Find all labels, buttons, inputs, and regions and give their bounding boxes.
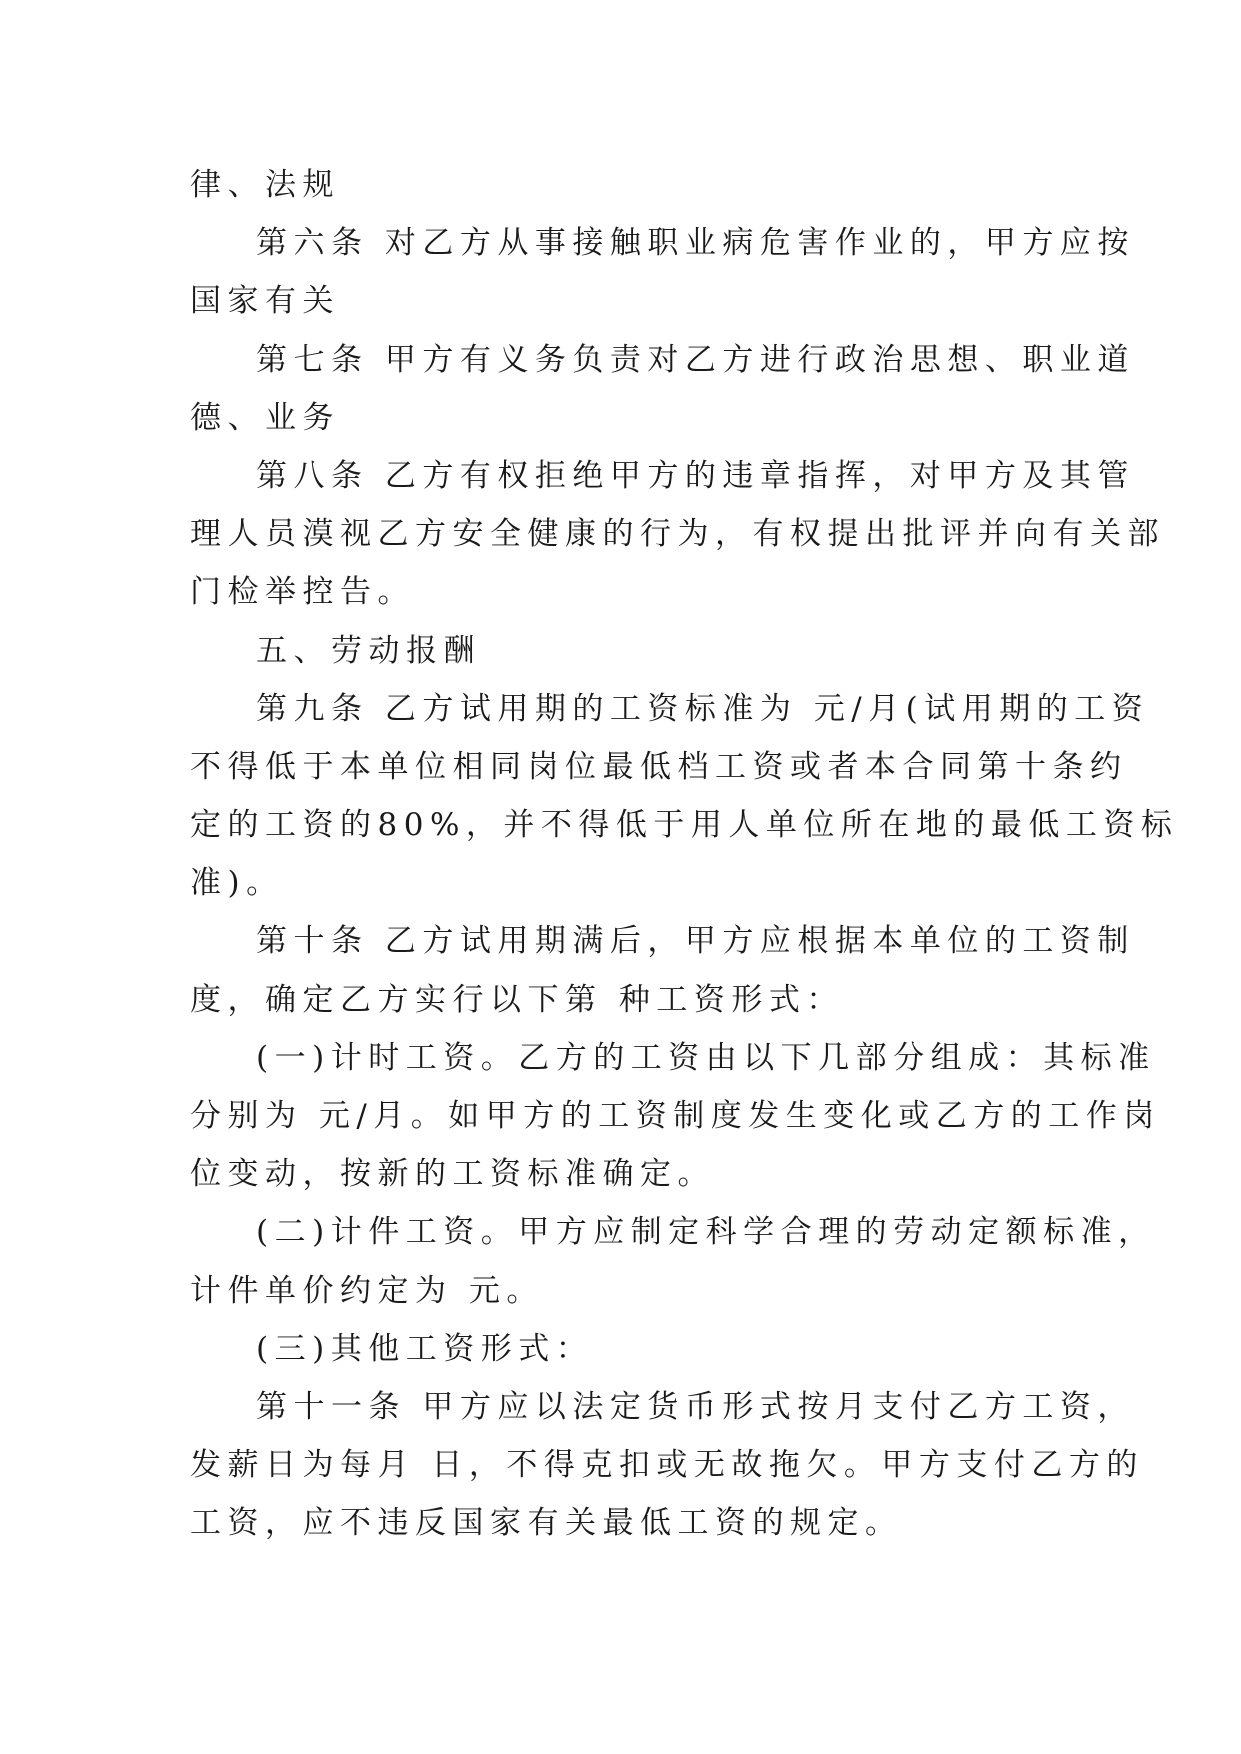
article-9-line-4: 准)。	[190, 865, 284, 902]
article-7-line-2: 德、业务	[190, 399, 340, 436]
item-2-line-1: (二)计件工资。甲方应制定科学合理的劳动定额标准，	[256, 1214, 1156, 1251]
article-9-line-2: 不得低于本单位相同岗位最低档工资或者本合同第十条约	[190, 748, 1128, 785]
contract-text	[190, 156, 1179, 1553]
article-9-line-1: 第九条 乙方试用期的工资标准为 元/月(试用期的工资	[256, 690, 1150, 727]
article-6-line-1: 第六条 对乙方从事接触职业病危害作业的，甲方应按	[256, 225, 1135, 262]
article-10-line-1: 第十条 乙方试用期满后，甲方应根据本单位的工资制	[256, 923, 1135, 960]
article-7-line-1: 第七条 甲方有义务负责对乙方进行政治思想、职业道	[256, 341, 1135, 378]
article-9-line-3: 定的工资的80%，并不得低于用人单位所在地的最低工资标	[190, 807, 1179, 844]
article-11-line-2: 发薪日为每月 日，不得克扣或无故拖欠。甲方支付乙方的	[190, 1447, 1144, 1484]
article-11-line-1: 第十一条 甲方应以法定货币形式按月支付乙方工资，	[256, 1388, 1135, 1425]
article-8-line-3: 门检举控告。	[190, 574, 415, 611]
text-line-continuation: 律、法规	[190, 167, 340, 203]
article-8-line-2: 理人员漠视乙方安全健康的行为，有权提出批评并向有关部	[190, 516, 1165, 553]
article-8-line-1: 第八条 乙方有权拒绝甲方的违章指挥，对甲方及其管	[256, 457, 1135, 494]
item-1-line-3: 位变动，按新的工资标准确定。	[190, 1156, 715, 1193]
item-1-line-1: (一)计时工资。乙方的工资由以下几部分组成：其标准	[256, 1039, 1156, 1076]
item-3-line-1: (三)其他工资形式：	[256, 1330, 594, 1367]
item-2-line-2: 计件单价约定为 元。	[190, 1272, 544, 1309]
article-11-line-3: 工资，应不违反国家有关最低工资的规定。	[190, 1505, 903, 1542]
item-1-line-2: 分别为 元/月。如甲方的工资制度发生变化或乙方的工作岗	[190, 1098, 1161, 1134]
article-10-line-2: 度，确定乙方实行以下第 种工资形式：	[190, 981, 844, 1018]
section-heading-labor-remuneration: 五、劳动报酬	[256, 632, 481, 669]
article-6-line-2: 国家有关	[190, 283, 340, 320]
